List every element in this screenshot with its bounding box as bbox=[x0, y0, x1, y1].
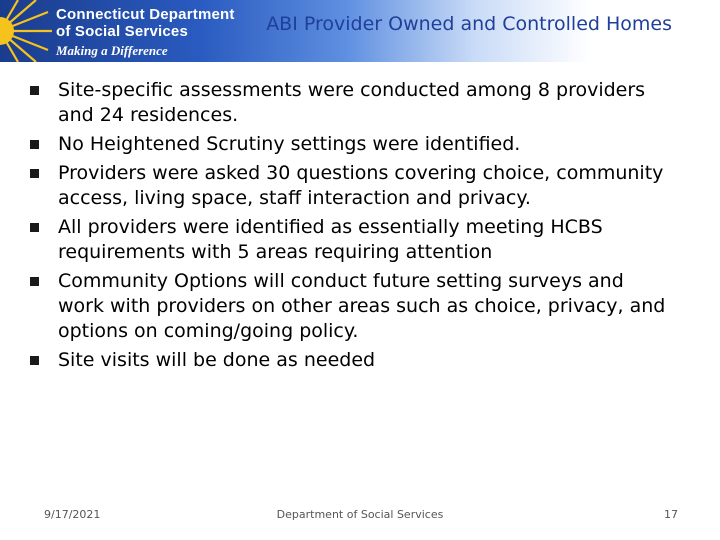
bullet-list bbox=[30, 78, 670, 377]
bullet-text: All providers were identified as essentially meeting HCBS requirements with 5 areas requiring attention bbox=[58, 216, 603, 263]
square-bullet-icon bbox=[30, 356, 39, 365]
bullet-item bbox=[30, 269, 670, 344]
square-bullet-icon bbox=[30, 223, 39, 232]
sun-logo-icon bbox=[0, 0, 56, 62]
bullet-item bbox=[30, 348, 670, 373]
header-banner bbox=[0, 0, 720, 62]
bullet-text: No Heightened Scrutiny settings were identified. bbox=[58, 133, 521, 155]
footer-page-number: 17 bbox=[664, 508, 678, 521]
square-bullet-icon bbox=[30, 140, 39, 149]
bullet-item bbox=[30, 78, 670, 128]
bullet-item bbox=[30, 215, 670, 265]
slide-title: ABI Provider Owned and Controlled Homes bbox=[266, 13, 672, 35]
bullet-text: Community Options will conduct future setting surveys and work with providers on other areas such as choice, privacy, and options on coming/going policy. bbox=[58, 270, 666, 342]
square-bullet-icon bbox=[30, 277, 39, 286]
square-bullet-icon bbox=[30, 169, 39, 178]
footer-department: Department of Social Services bbox=[276, 508, 444, 521]
bullet-item bbox=[30, 161, 670, 211]
bullet-text: Site visits will be done as needed bbox=[58, 349, 376, 371]
bullet-text: Providers were asked 30 questions covering choice, community access, living space, staff interaction and privacy. bbox=[58, 162, 664, 209]
footer-date: 9/17/2021 bbox=[44, 508, 101, 521]
bullet-text: Site-specific assessments were conducted among 8 providers and 24 residences. bbox=[58, 79, 646, 126]
square-bullet-icon bbox=[30, 86, 39, 95]
logo-org-name-line2: of Social Services bbox=[56, 23, 189, 40]
logo-tagline: Making a Difference bbox=[56, 43, 168, 58]
logo-org-name-line1: Connecticut Department bbox=[56, 6, 235, 23]
bullet-item bbox=[30, 132, 670, 157]
